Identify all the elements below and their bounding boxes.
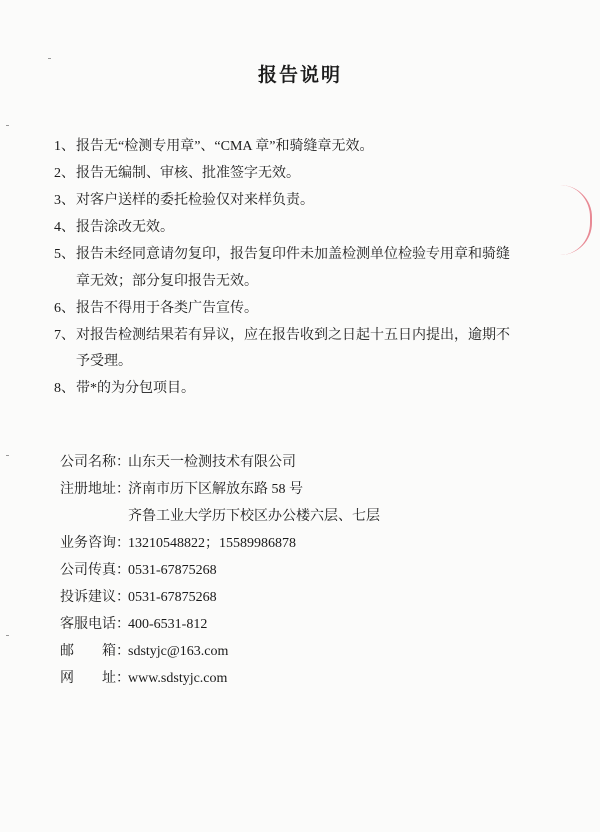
website: www.sdstyjc.com	[128, 671, 228, 686]
company-name: 山东天一检测技术有限公司	[128, 455, 296, 470]
address-line1: 济南市历下区解放东路 58 号	[128, 482, 303, 497]
web-label: 网 址：	[60, 671, 130, 686]
scan-speck	[6, 635, 9, 636]
service-number: 400-6531-812	[128, 617, 208, 632]
fax-label: 公司传真：	[60, 563, 130, 578]
complaint-number: 0531-67875268	[128, 590, 217, 605]
company-label: 公司名称：	[60, 455, 130, 470]
address-line2: 齐鲁工业大学历下校区办公楼六层、七层	[128, 509, 380, 524]
email-label: 邮 箱：	[60, 644, 130, 659]
address-label: 注册地址：	[60, 482, 130, 497]
email-address: sdstyjc@163.com	[128, 644, 229, 659]
business-label: 业务咨询：	[60, 536, 130, 551]
complaint-label: 投诉建议：	[60, 590, 130, 605]
scan-speck	[48, 58, 51, 59]
seal-edge-mark	[560, 185, 592, 255]
business-phone: 13210548822；15589986878	[128, 536, 296, 551]
fax-number: 0531-67875268	[128, 563, 217, 578]
page-title: 报告说明	[257, 65, 342, 86]
scan-speck	[6, 125, 9, 126]
scan-speck	[6, 455, 9, 456]
service-label: 客服电话：	[60, 617, 130, 632]
